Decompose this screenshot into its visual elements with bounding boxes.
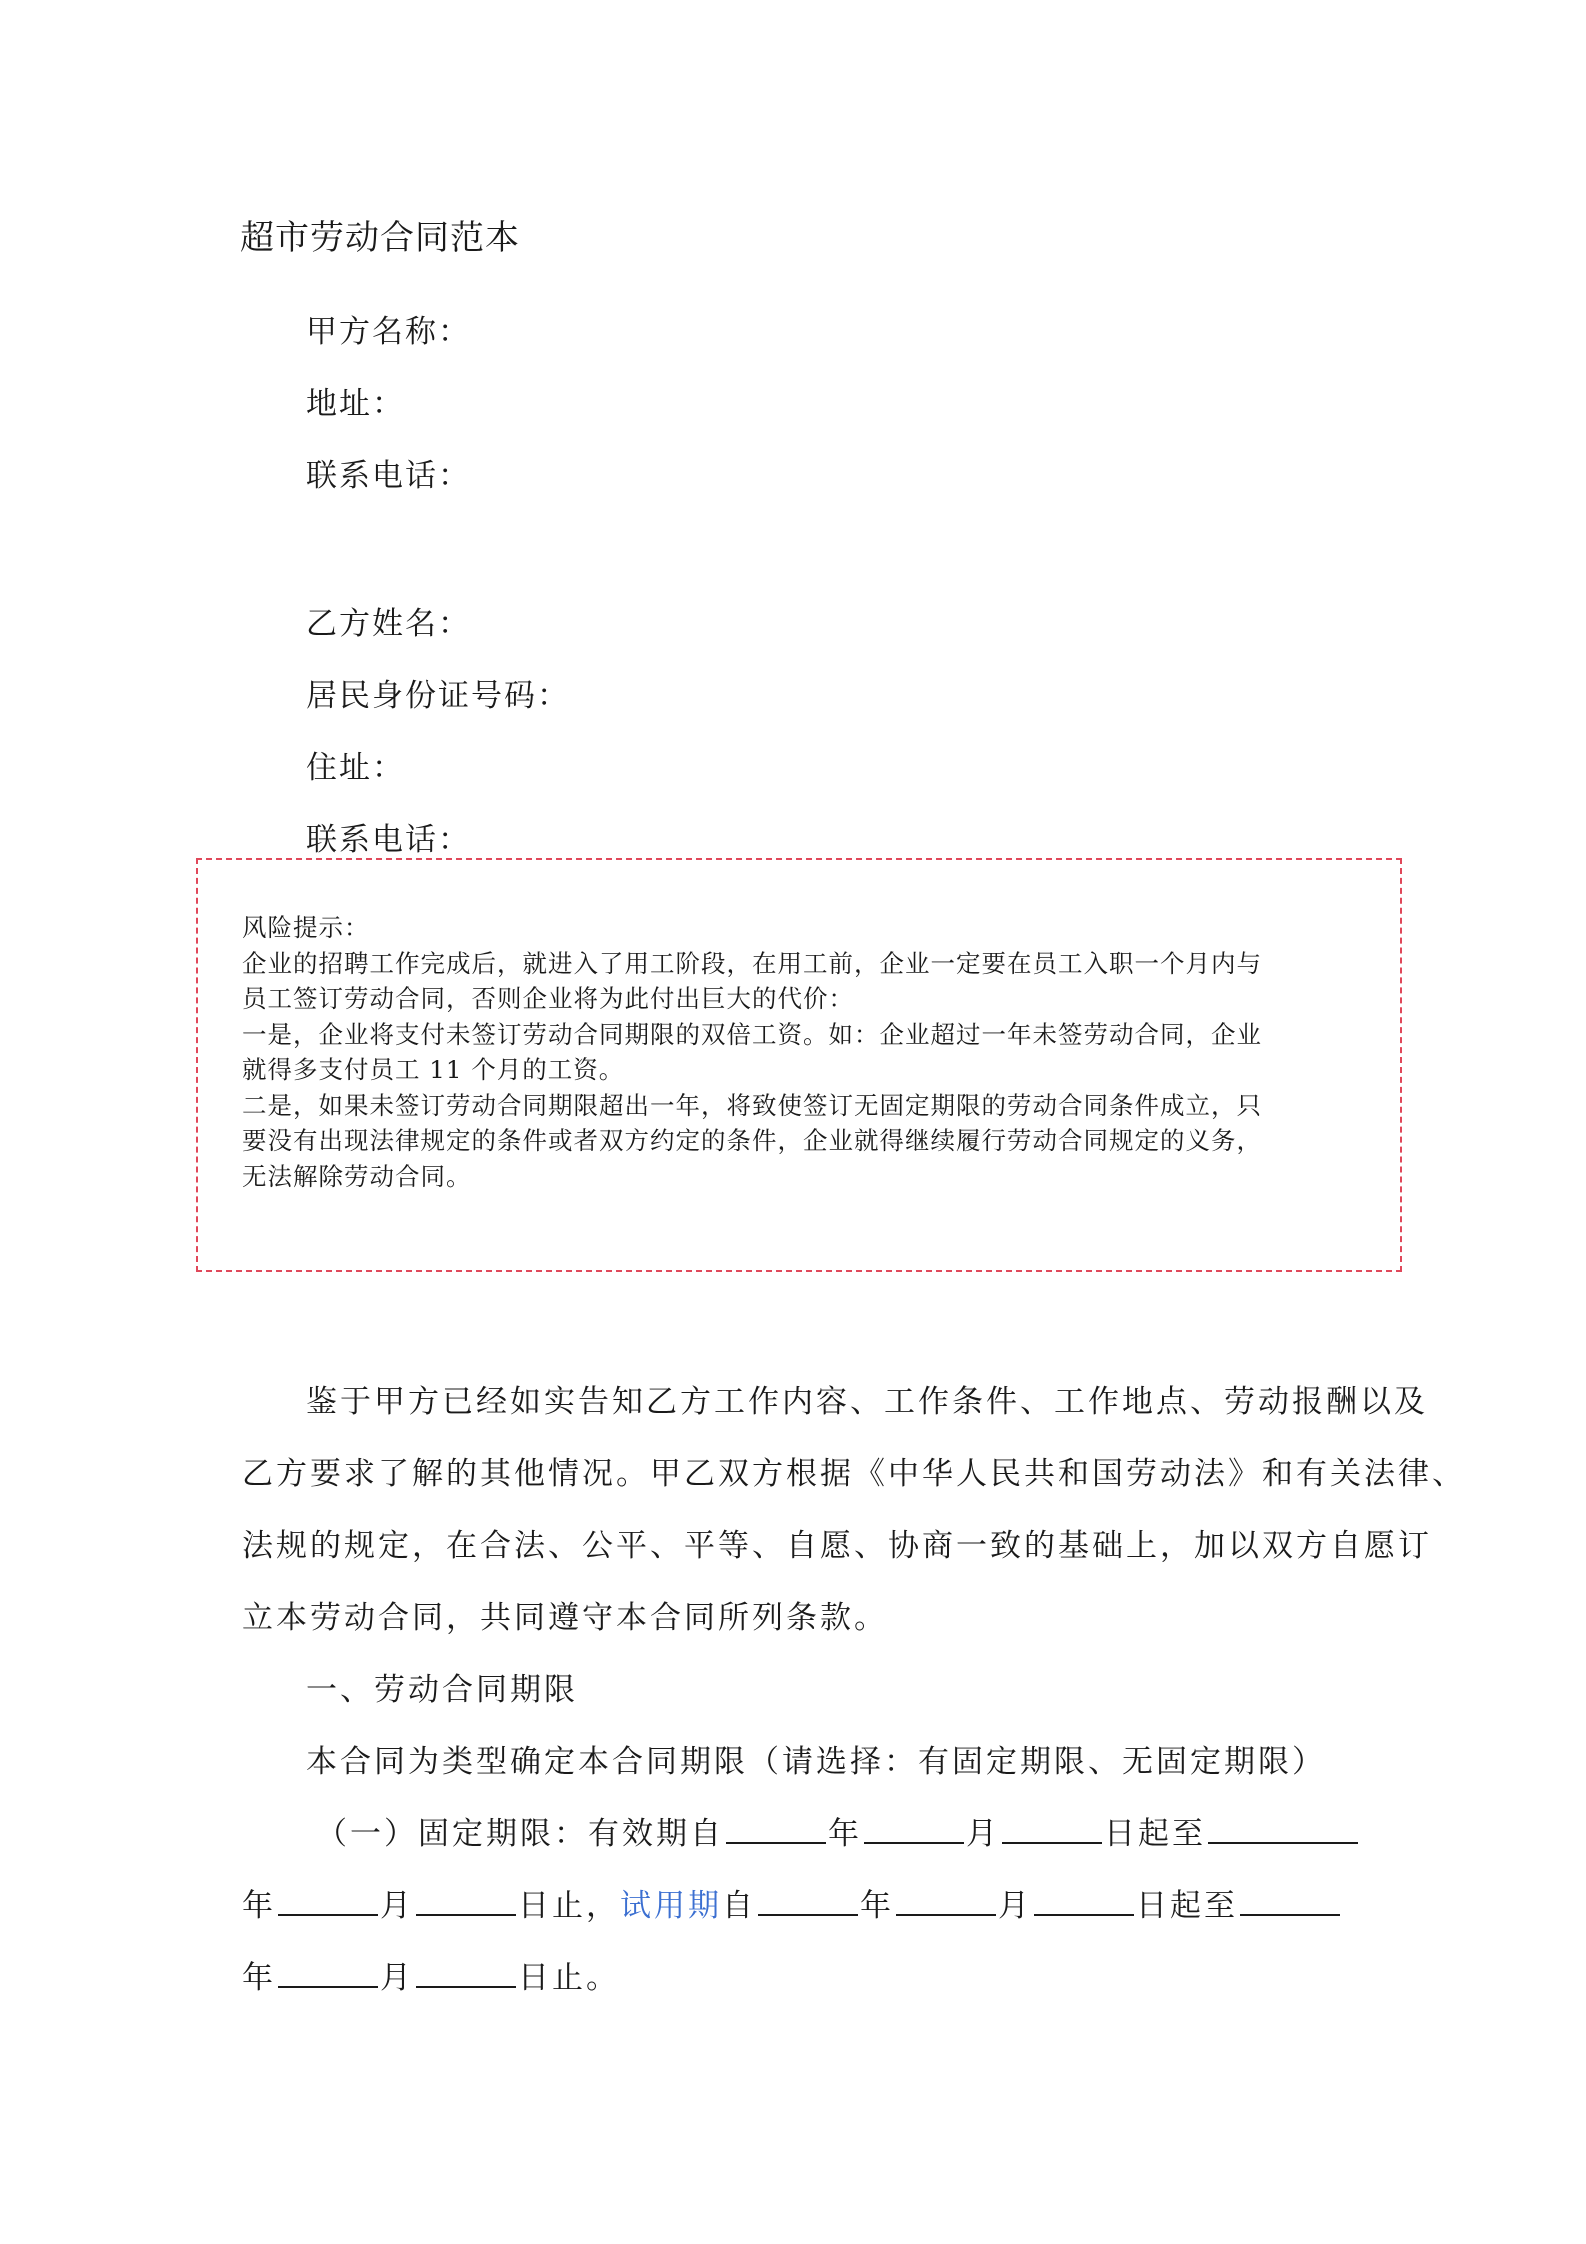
probation-end-day-blank[interactable] — [416, 1958, 516, 1988]
risk-notice-text — [242, 910, 1362, 1194]
party-a-address-label: 地址： — [306, 386, 405, 422]
risk-notice-line: 员工签订劳动合同，否则企业将为此付出巨大的代价： — [242, 984, 854, 1013]
contract-type-line: 本合同为类型确定本合同期限（请选择：有固定期限、无固定期限） — [306, 1744, 1326, 1780]
end-month-blank[interactable] — [278, 1886, 378, 1916]
probation-end-month-blank[interactable] — [278, 1958, 378, 1988]
month-label: 月 — [966, 1816, 1000, 1852]
year-label: 年 — [828, 1816, 862, 1852]
risk-notice-line: 一是，企业将支付未签订劳动合同期限的双倍工资。如：企业超过一年未签劳动合同，企业 — [242, 1019, 1262, 1049]
party-b-id-label: 居民身份证号码： — [306, 678, 570, 714]
day-until-label: 日止， — [518, 1888, 620, 1924]
probation-from-label: 自 — [722, 1888, 756, 1924]
end-day-blank[interactable] — [416, 1886, 516, 1916]
fixed-term-line-2 — [242, 1880, 1342, 1925]
end-year-blank[interactable] — [1208, 1814, 1358, 1844]
probation-end-year-blank[interactable] — [1240, 1886, 1340, 1916]
day-from-label: 日起至 — [1136, 1888, 1238, 1924]
probation-start-year-blank[interactable] — [758, 1886, 858, 1916]
year-label: 年 — [860, 1888, 894, 1924]
risk-notice-box — [196, 858, 1402, 1272]
preamble-line: 法规的规定，在合法、公平、平等、自愿、协商一致的基础上，加以双方自愿订 — [242, 1528, 1432, 1564]
risk-notice-line: 就得多支付员工 11 个月的工资。 — [242, 1055, 625, 1084]
preamble-line: 乙方要求了解的其他情况。甲乙双方根据《中华人民共和国劳动法》和有关法律、 — [242, 1456, 1466, 1492]
year-label: 年 — [242, 1960, 276, 1996]
party-b-address-label: 住址： — [306, 750, 405, 786]
year-label: 年 — [242, 1888, 276, 1924]
fixed-term-line-1 — [316, 1808, 1360, 1853]
risk-notice-line: 企业的招聘工作完成后，就进入了用工阶段，在用工前，企业一定要在员工入职一个月内与 — [242, 948, 1262, 978]
month-label: 月 — [380, 1888, 414, 1924]
party-b-phone-label: 联系电话： — [306, 822, 471, 858]
probation-start-day-blank[interactable] — [1034, 1886, 1134, 1916]
party-a-phone-label: 联系电话： — [306, 458, 471, 494]
start-day-blank[interactable] — [1002, 1814, 1102, 1844]
start-year-blank[interactable] — [726, 1814, 826, 1844]
day-end-label: 日止。 — [518, 1960, 620, 1996]
fixed-term-prefix: （一）固定期限：有效期自 — [316, 1816, 724, 1852]
preamble-line: 鉴于甲方已经如实告知乙方工作内容、工作条件、工作地点、劳动报酬以及 — [306, 1384, 1428, 1420]
day-from-label: 日起至 — [1104, 1816, 1206, 1852]
party-a-name-label: 甲方名称： — [306, 314, 471, 350]
party-b-name-label: 乙方姓名： — [306, 606, 471, 642]
probation-link[interactable]: 试用期 — [620, 1888, 722, 1924]
start-month-blank[interactable] — [864, 1814, 964, 1844]
risk-notice-line: 风险提示： — [242, 913, 370, 942]
risk-notice-line: 无法解除劳动合同。 — [242, 1161, 472, 1191]
risk-notice-line: 要没有出现法律规定的条件或者双方约定的条件，企业就得继续履行劳动合同规定的义务， — [242, 1126, 1262, 1155]
section-heading: 一、劳动合同期限 — [306, 1672, 578, 1708]
preamble-line: 立本劳动合同，共同遵守本合同所列条款。 — [242, 1600, 888, 1636]
risk-notice-line: 二是，如果未签订劳动合同期限超出一年，将致使签订无固定期限的劳动合同条件成立，只 — [242, 1090, 1262, 1120]
probation-start-month-blank[interactable] — [896, 1886, 996, 1916]
month-label: 月 — [998, 1888, 1032, 1924]
month-label: 月 — [380, 1960, 414, 1996]
document-title: 超市劳动合同范本 — [240, 218, 520, 258]
fixed-term-line-3 — [242, 1952, 620, 1997]
